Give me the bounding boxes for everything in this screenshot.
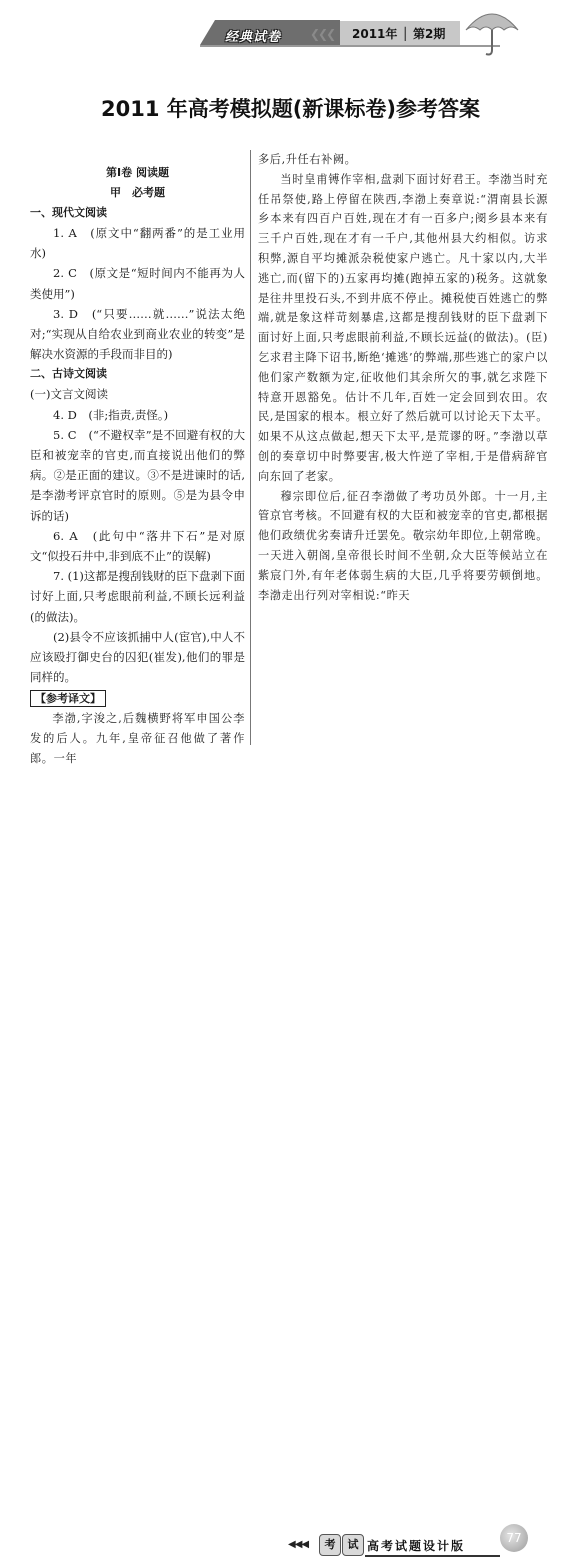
answer-5: 5. C (“不避权幸”是不回避有权的大臣和被宠幸的官吏,而直接说出他们的弊病。②是正面的建议。③不是进谏时的话,是李渤考评京官时的原则。⑤是为县令申诉的话) [30, 427, 245, 523]
footer-edition-name: 高考试题设计版 [367, 1539, 466, 1553]
arrow-left-icon: ◀◀◀ [288, 1539, 309, 1550]
footer-badge-test: 试 [342, 1534, 364, 1556]
translation-continued: 多后,升任右补阙。 [258, 153, 357, 166]
heading-ancient-poetry: 二、古诗文阅读 [30, 367, 107, 381]
page-title: 2011 年高考模拟题(新课标卷)参考答案 [101, 97, 480, 121]
page-number: 77 [500, 1524, 528, 1552]
answer-7-part-2: (2)县令不应该抓捕中人(宦官),中人不应该殴打御史台的囚犯(崔发),他们的罪是同样的。 [30, 629, 245, 685]
answer-6: 6. A (此句中“落井下石”是对原文“似投石井中,非到底不止”的误解) [30, 528, 245, 564]
answer-4: 4. D (非;指责,责怪。) [53, 407, 169, 422]
answer-3: 3. D (“只要……就……”说法太绝对;“实现从自给农业到商业农业的转变”是解决水资源的手段而非目的) [30, 306, 245, 362]
brand-logo-text: 经典试卷 [225, 30, 282, 45]
page-header [0, 0, 581, 60]
page-footer [0, 762, 581, 1553]
left-column [30, 163, 245, 769]
translation-paragraph-2: 穆宗即位后,征召李渤做了考功员外郎。十一月,主管京官考核。不回避有权的大臣和被宠幸的官吏,都根据他们政绩优劣奏请升迁罢免。敬宗幼年即位,上朝常晚。一天进入朝阁,皇帝很长时间不坐朝,众大臣等候站立在紫宸门外,有年老体弱生病的大臣,几乎将要劳顿倒地。李渤走出行列对宰相说:“昨天 [258, 489, 548, 602]
heading-modern-reading: 一、现代文阅读 [30, 206, 107, 219]
answer-1: 1. A (原文中“翻两番”的是工业用水) [30, 226, 245, 261]
footer-badge-exam: 考 [319, 1534, 341, 1556]
translation-start: 李渤,字浚之,后魏横野将军申国公李发的后人。九年,皇帝征召他做了著作郎。一年 [30, 712, 245, 766]
chevron-decoration-icon: ❮❮❮ [310, 27, 335, 41]
answer-2: 2. C (原文是“短时间内不能再为人类使用”) [30, 266, 245, 301]
column-divider [250, 150, 251, 745]
subsection-heading: 甲 必考题 [110, 186, 165, 199]
heading-classical-chinese: (一)文言文阅读 [30, 387, 108, 402]
reference-translation-tag: 【参考译文】 [30, 690, 106, 707]
right-column [258, 150, 548, 605]
umbrella-icon [462, 4, 522, 60]
answer-7-part-1: 7. (1)这都是搜刮钱财的臣下盘剥下面讨好上面,只考虑眼前利益,不顾长远利益(的做法)。 [30, 569, 245, 624]
section-heading: 第Ⅰ卷 阅读题 [106, 166, 169, 179]
translation-paragraph-1: 当时皇甫镈作宰相,盘剥下面讨好君王。李渤当时充任吊祭使,路上停留在陕西,李渤上奏章说:“渭南县长源乡本来有四百户百姓,现在才有一百多户;阌乡县本来有三千户百姓,现在才有一千户,其他州县大约相似。访求积弊,源自平均摊派杂税使家户逃亡。凡十家以内,大半逃亡,而(留下的)五家再均摊(跑掉五家的)税务。这就象是往井里投石头,不到井底不停止。摊税使百姓逃亡的弊端,就是象这样苛刻暴虐,这都是搜刮钱财的臣下盘剥下面讨好上面,只考虑眼前利益,不顾长远益(的做法)。(臣)乞求君主降下诏书,断绝‘摊逃’的弊端,那些逃亡的家户以他们家产数额为定,征收他们其余所欠的事,就乞求陛下特意开恩豁免。估计不几年,百姓一定会回到农田。农民,是国家的根本。根立好了然后就可以讨论天下太平。如果不从这点做起,想天下太平,是荒谬的呀。”李渤以草创的奏章切中时弊要害,极大忤逆了宰相,于是借病辞官向东回了老家。 [258, 172, 548, 483]
issue-label: 2011年 │ 第2期 [352, 27, 446, 41]
